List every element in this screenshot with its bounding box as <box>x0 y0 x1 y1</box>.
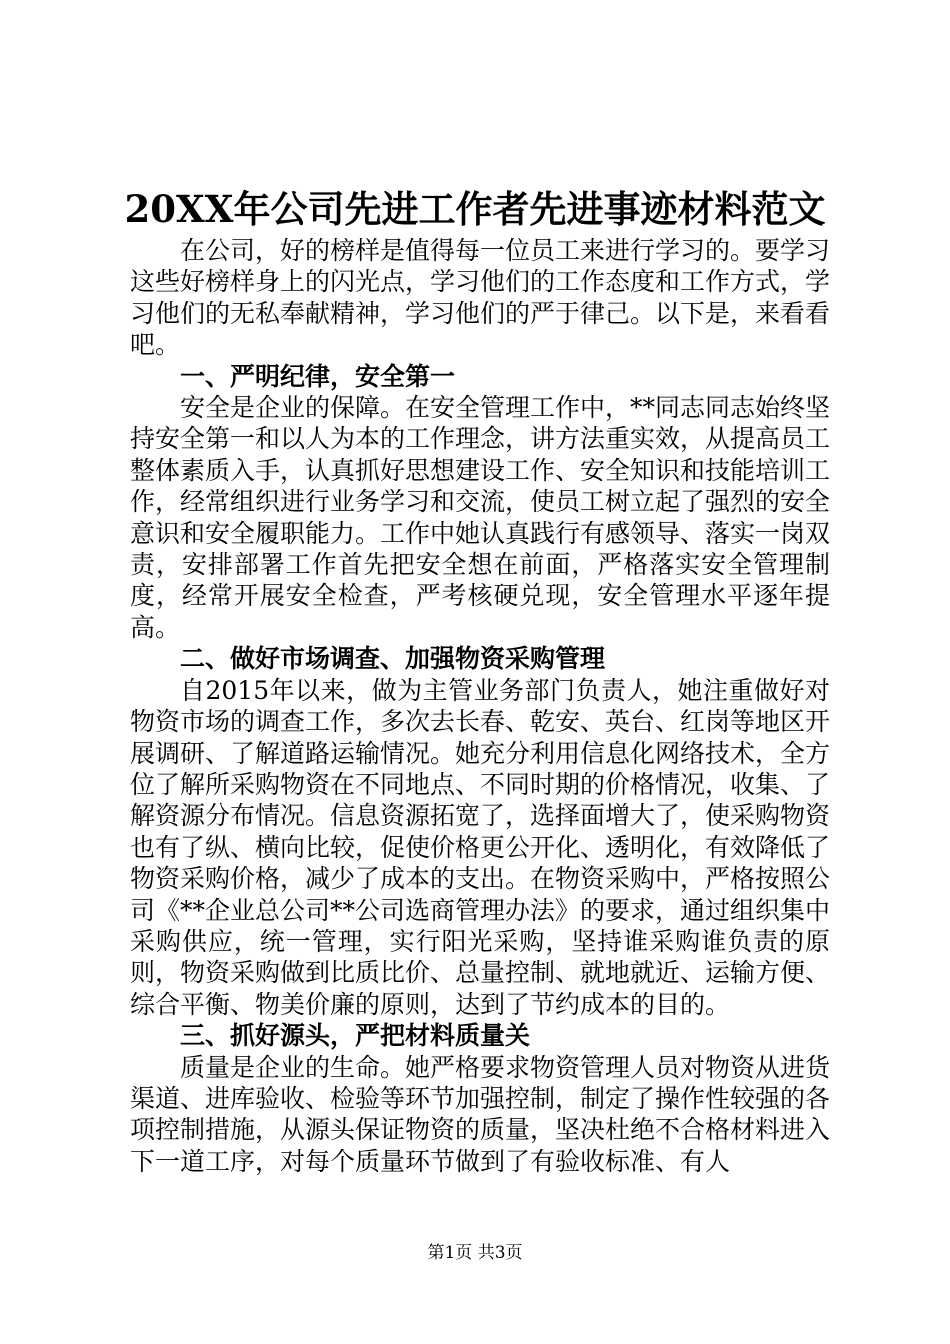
intro-paragraph: 在公司，好的榜样是值得每一位员工来进行学习的。要学习这些好榜样身上的闪光点，学习他们的工作态度和工作方式，学习他们的无私奉献精神，学习他们的严于律己。以下是，来看看吧。 <box>130 236 831 360</box>
document-body <box>130 235 830 1177</box>
section-body-2: 自2015年以来，做为主管业务部门负责人，她注重做好对物资市场的调查工作，多次去长春、乾安、英台、红岗等地区开展调研、了解道路运输情况。她充分利用信息化网络技术，全方位了解所采购物资在不同地点、不同时期的价格情况，收集、了解资源分布情况。信息资源拓宽了，选择面增大了，使采购物资也有了纵、横向比较，促使价格更公开化、透明化，有效降低了物资采购价格，减少了成本的支出。在物资采购中，严格按照公司《**企业总公司**公司选商管理办法》的要求，通过组织集中采购供应，统一管理，实行阳光采购，坚持谁采购谁负责的原则，物资采购做到比质比价、总量控制、就地就近、运输方便、综合平衡、物美价廉的原则，达到了节约成本的目的。 <box>130 675 831 1019</box>
document-title: 20XX年公司先进工作者先进事迹材料范文 <box>124 187 826 231</box>
section-heading-1: 一、严明纪律，安全第一 <box>180 361 456 391</box>
page-footer: 第1页 共3页 <box>427 1243 523 1263</box>
section-body-1: 安全是企业的保障。在安全管理工作中，**同志同志始终坚持安全第一和以人为本的工作理念，讲方法重实效，从提高员工整体素质入手，认真抓好思想建设工作、安全知识和技能培训工作，经常组织进行业务学习和交流，使员工树立起了强烈的安全意识和安全履职能力。工作中她认真践行有感领导、落实一岗双责，安排部署工作首先把安全想在前面，严格落实安全管理制度，经常开展安全检查，严考核硬兑现，安全管理水平逐年提高。 <box>130 393 831 642</box>
section-body-3: 质量是企业的生命。她严格要求物资管理人员对物资从进货渠道、进库验收、检验等环节加强控制，制定了操作性较强的各项控制措施，从源头保证物资的质量，坚决杜绝不合格材料进入下一道工序，对每个质量环节做到了有验收标准、有人 <box>130 1052 831 1176</box>
section-heading-2: 二、做好市场调查、加强物资采购管理 <box>180 644 606 674</box>
section-heading-3: 三、抓好源头，严把材料质量关 <box>180 1021 531 1051</box>
